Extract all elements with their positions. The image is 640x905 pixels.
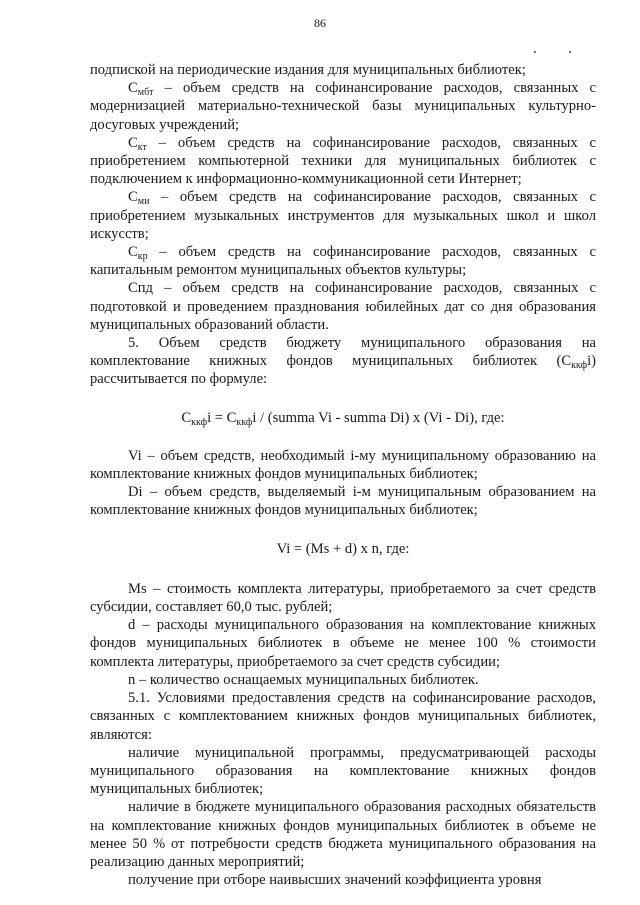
- paragraph: [90, 61, 596, 79]
- text-run: С: [128, 134, 138, 151]
- text-run: С: [128, 244, 138, 261]
- paragraph: [90, 279, 596, 334]
- text-run: наличие в бюджете муниципального образования расходных обязательств на комплектование книжных фондов муниципальных библиотек в объеме не менее 50 % от потребности средств бюджета муниципального образования на реализацию данных мероприятий;: [90, 799, 596, 870]
- text-run: С: [128, 80, 138, 97]
- subscript: кт: [137, 141, 147, 153]
- paragraph: [90, 243, 596, 279]
- text-run: Ms – стоимость комплекта литературы, приобретаемого за счет средств субсидии, составляет 60,0 тыс. рублей;: [90, 580, 596, 616]
- text-run: наличие муниципальной программы, предусматривающей расходы муниципального образования на комплектование книжных фондов муниципальных библиотек;: [90, 744, 596, 798]
- paragraph: [90, 871, 596, 889]
- text-run: 5. Объем средств бюджету муниципального образования на комплектование книжных фондов муниципальных библиотек (С: [90, 335, 596, 370]
- paragraph: [90, 79, 596, 134]
- text-run: Спд – объем средств на софинансирование расходов, связанных с подготовкой и проведением празднования юбилейных дат со дня образования муниципальных образований области.: [90, 280, 596, 333]
- text-run: – объем средств на софинансирование расходов, связанных с капитальным ремонтом муниципальных объектов культуры;: [90, 244, 596, 279]
- scan-speck: [569, 51, 571, 53]
- paragraph: [90, 188, 596, 243]
- subscript: ккф: [571, 360, 588, 372]
- text-run: Di – объем средств, выделяемый i-м муниципальным образованием на комплектование книжных фондов муниципальных библиотек;: [90, 484, 596, 519]
- text-run: i) рассчитывается по формуле:: [90, 353, 596, 388]
- paragraph: [90, 483, 596, 519]
- text-run: d – расходы муниципального образования на комплектование книжных фондов муниципальных библиотек в объеме не менее 100 % стоимости комплекта литературы, приобретаемого за счет средств субсидии;: [90, 617, 596, 670]
- text-run: Vi – объем средств, необходимый i-му муниципальному образованию на комплектование книжных фондов муниципальных библиотек;: [90, 447, 596, 483]
- text-run: С: [181, 409, 192, 426]
- formula: [90, 540, 596, 558]
- text-run: n – количество оснащаемых муниципальных библиотек.: [128, 671, 479, 688]
- scan-speck: [534, 51, 536, 53]
- paragraph: [90, 798, 596, 871]
- paragraph: [90, 671, 596, 689]
- text-run: – объем средств на софинансирование расходов, связанных с приобретением компьютерной техники для муниципальных библиотек с подключением к информационно-коммуникационной сети Интернет;: [90, 134, 596, 188]
- paragraph: [90, 134, 596, 189]
- paragraph: [90, 447, 596, 483]
- subscript: ккф: [191, 416, 208, 428]
- text-run: – объем средств на софинансирование расходов, связанных с модернизацией материально-технической базы муниципальных культурно-досуговых учреждений;: [90, 80, 596, 133]
- formula: [90, 409, 596, 427]
- text-run: подпиской на периодические издания для муниципальных библиотек;: [90, 62, 526, 78]
- text-run: получение при отборе наивысших значений коэффициента уровня: [128, 872, 542, 889]
- text-run: i / (summa Vi - summa Di) x (Vi - Di), где:: [252, 409, 505, 426]
- text-run: i = С: [207, 409, 237, 426]
- text-run: Vi = (Ms + d) x n, где:: [276, 540, 410, 557]
- paragraph: [90, 744, 596, 799]
- text-run: С: [128, 189, 138, 206]
- page-number: 86: [314, 16, 326, 30]
- subscript: мбт: [137, 87, 154, 99]
- paragraph: [90, 616, 596, 671]
- subscript: ккф: [236, 416, 253, 428]
- subscript: ми: [137, 196, 150, 208]
- text-run: – объем средств на софинансирование расходов, связанных с приобретением музыкальных инструментов для музыкальных школ и школ искусств;: [90, 189, 596, 242]
- paragraph: [90, 334, 596, 389]
- paragraph: [90, 580, 596, 616]
- text-run: 5.1. Условиями предоставления средств на софинансирование расходов, связанных с комплектованием книжных фондов муниципальных библиотек, являются:: [90, 690, 596, 743]
- document-body: [90, 61, 596, 889]
- paragraph: [90, 689, 596, 744]
- subscript: кр: [137, 251, 148, 263]
